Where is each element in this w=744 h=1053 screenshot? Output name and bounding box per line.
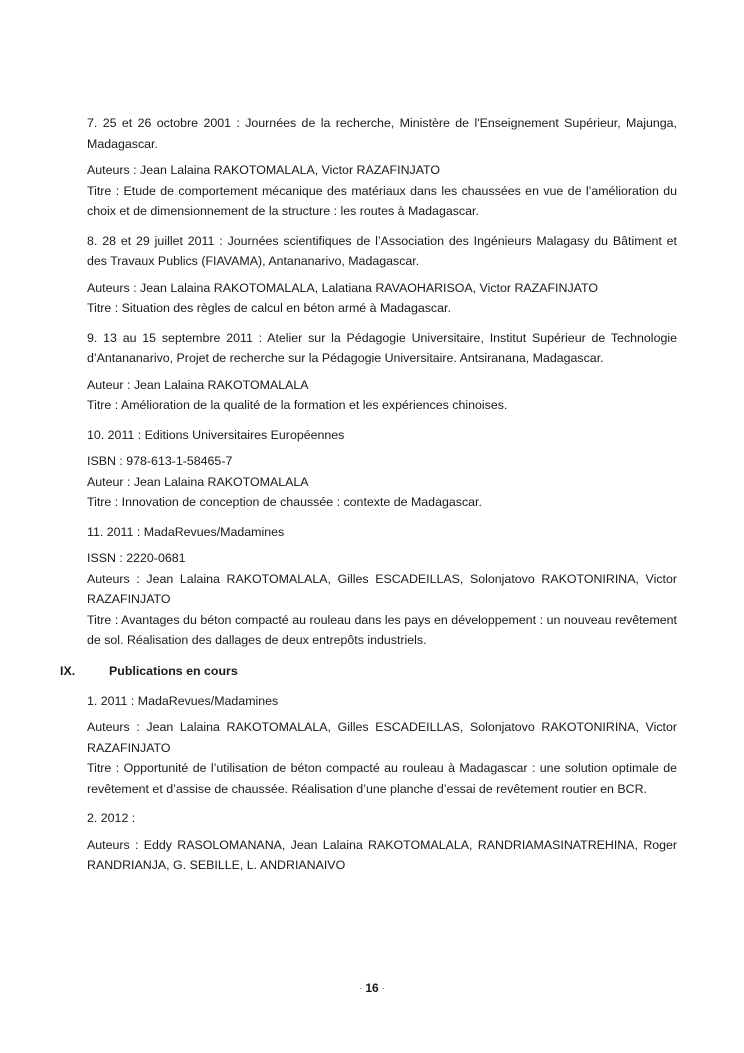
entry-authors: Auteur : Jean Lalaina RAKOTOMALALA [87,474,309,489]
entry-title: Titre : Amélioration de la qualité de la formation et les expériences chinoises. [87,398,508,412]
section-heading [60,661,677,681]
page-number [0,981,744,995]
entry-authors: Auteurs : Eddy RASOLOMANANA, Jean Lalaina RAKOTOMALALA, RANDRIAMASINATREHINA, Roger RANDRIANJA, G. SEBILLE, L. ANDRIANAIVO [87,837,677,872]
entry-authors: Auteur : Jean Lalaina RAKOTOMALALA [87,377,309,392]
entry-title: Titre : Avantages du béton compacté au rouleau dans les pays en développement : un nouveau revêtement de sol. Réalisation des dallages de deux entrepôts industriels. [87,612,677,647]
entry-authors: Auteurs : Jean Lalaina RAKOTOMALALA, Gilles ESCADEILLAS, Solonjatovo RAKOTONIRINA, Victor RAZAFINJATO [87,720,677,755]
entry-title: Titre : Etude de comportement mécanique des matériaux dans les chaussées en vue de l’amélioration du choix et de dimensionnement de la structure : les routes à Madagascar. [87,183,677,218]
page-number-value: 16 [365,981,379,995]
entry-heading: 1. 2011 : MadaRevues/Madamines [87,693,279,708]
entry-heading: 2. 2012 : [87,811,136,825]
entry-heading: 11. 2011 : MadaRevues/Madamines [87,524,285,539]
publication-entry-7 [87,113,677,222]
section-number: IX. [60,663,76,678]
entry-authors: Auteurs : Jean Lalaina RAKOTOMALALA, Lalatiana RAVAOHARISOA, Victor RAZAFINJATO [87,280,598,295]
entry-heading: 8. 28 et 29 juillet 2011 : Journées scientifiques de l’Association des Ingénieurs Malagasy du Bâtiment et des Travaux Publics (FIAVAMA), Antananarivo, Madagascar. [87,233,677,268]
publication-entry-10 [87,425,677,513]
entry-isbn: ISBN : 978-613-1-58465-7 [87,454,233,468]
page-number-dash-left: - [359,985,362,993]
entry-title: Titre : Innovation de conception de chaussée : contexte de Madagascar. [87,495,482,509]
entry-heading: 9. 13 au 15 septembre 2011 : Atelier sur la Pédagogie Universitaire, Institut Supérieur de Technologie d’Antananarivo, Projet de recherche sur la Pédagogie Universitaire. Antsiranana, Madagascar. [87,330,677,365]
entry-authors: Auteurs : Jean Lalaina RAKOTOMALALA, Gilles ESCADEILLAS, Solonjatovo RAKOTONIRINA, Victor RAZAFINJATO [87,571,677,606]
entry-heading: 7. 25 et 26 octobre 2001 : Journées de la recherche, Ministère de l'Enseignement Supérieur, Majunga, Madagascar. [87,116,677,151]
page-content [60,113,677,876]
publication-entry-8 [87,231,677,319]
entry-heading: 10. 2011 : Editions Universitaires Européennes [87,427,345,442]
publication-entry-9 [87,328,677,416]
entry-title: Titre : Situation des règles de calcul en béton armé à Madagascar. [87,301,451,315]
entry-title: Titre : Opportunité de l’utilisation de béton compacté au rouleau à Madagascar : une solution optimale de revêtement et d’assise de chaussée. Réalisation d’une planche d’essai de revêtement routier en BCR. [87,761,677,796]
pending-publication-1 [87,691,677,800]
page-number-dash-right: - [382,985,385,993]
section-title: Publications en cours [109,663,238,678]
entry-issn: ISSN : 2220-0681 [87,551,186,565]
entry-authors: Auteurs : Jean Lalaina RAKOTOMALALA, Victor RAZAFINJATO [87,163,441,177]
pending-publication-2 [87,808,677,876]
publication-entry-11 [87,522,677,651]
